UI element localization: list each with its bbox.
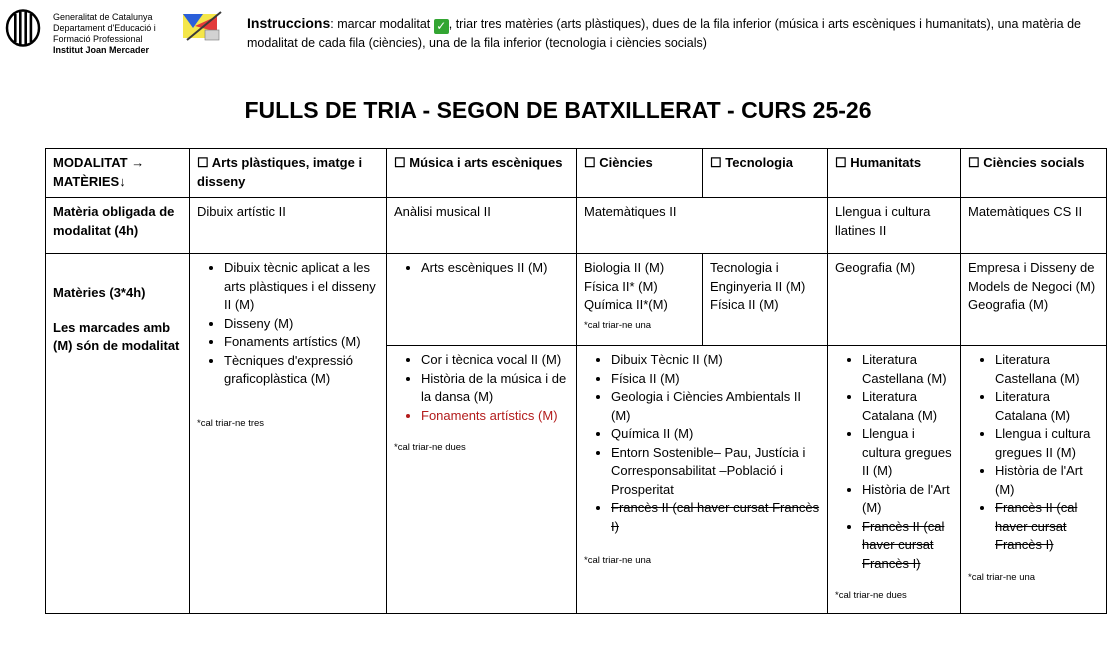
checkbox-icon[interactable]: ☐	[710, 155, 722, 170]
subject-selection-table	[45, 148, 1107, 614]
modality-label: Humanitats	[850, 155, 922, 170]
subject-option[interactable]: • Literatura Castellana (M)	[862, 351, 953, 388]
subject-option-unavailable: • Francès II (cal haver cursat Francès I)	[611, 499, 820, 536]
modality-label: Ciències socials	[983, 155, 1085, 170]
subject-option[interactable]: Física II (M)	[710, 297, 779, 312]
subject-option[interactable]: • Fonaments artístics (M)	[421, 407, 569, 426]
humanities-top-cell	[828, 254, 961, 346]
corner-subjects: MATÈRIES↓	[53, 173, 126, 189]
checkbox-icon[interactable]: ☐	[197, 155, 209, 170]
subject-option[interactable]: Química II*(M)	[584, 297, 668, 312]
checkbox-icon[interactable]: ☐	[394, 155, 406, 170]
modality-label: Ciències	[599, 155, 653, 170]
school-name: Institut Joan Mercader	[53, 45, 150, 55]
obligatory-row	[46, 198, 1107, 254]
arts-subjects-cell	[190, 254, 387, 614]
corner-modality: MODALITAT →	[53, 155, 145, 170]
humanities-bottom-cell	[828, 346, 961, 614]
subject-option[interactable]: • Dibuix tècnic aplicat a les arts plàstiques i el disseny II (M)	[224, 259, 379, 315]
choose-note: *cal triar-ne tres	[197, 417, 265, 429]
modality-label: Tecnologia	[725, 155, 793, 170]
subject-option-unavailable: • Francès II (cal haver cursat Francès I)	[862, 518, 953, 574]
obligatory-arts: Dibuix artístic II	[190, 198, 387, 254]
subject-option[interactable]: • Arts escèniques II (M)	[421, 259, 569, 278]
modality-arts[interactable]	[190, 149, 387, 198]
subject-option[interactable]: • Dibuix Tècnic II (M)	[611, 351, 820, 370]
row-label-subjects	[46, 254, 190, 614]
choose-note: *cal triar-ne dues	[835, 590, 907, 601]
sciences-top-cell	[577, 254, 703, 346]
subjects-label: Matèries (3*4h)	[53, 285, 146, 300]
modality-social-sciences[interactable]	[961, 149, 1107, 198]
subject-option[interactable]: • Història de la música i de la dansa (M)	[421, 370, 569, 407]
subject-option[interactable]: • Llengua i cultura gregues II (M)	[995, 425, 1099, 462]
subject-option[interactable]: • Entorn Sostenible– Pau, Justícia i Corresponsabilitat –Població i Prosperitat	[611, 444, 820, 500]
instructions-text: : marcar modalitat	[330, 17, 434, 31]
instructions-label: Instruccions	[247, 15, 331, 31]
check-mark-icon: ✓	[434, 19, 449, 34]
subject-option[interactable]: • Química II (M)	[611, 425, 820, 444]
modality-humanities[interactable]	[828, 149, 961, 198]
subject-option[interactable]: • Cor i tècnica vocal II (M)	[421, 351, 569, 370]
modality-label: Arts plàstiques, imatge i disseny	[197, 155, 363, 189]
obligatory-humanities: Llengua i cultura llatines II	[828, 198, 961, 254]
choose-note: *cal triar-ne una	[584, 319, 652, 331]
checkbox-icon[interactable]: ☐	[968, 155, 980, 170]
modality-header-row	[46, 149, 1107, 198]
corner-cell	[46, 149, 190, 198]
subject-option[interactable]: • Història de l'Art (M)	[995, 462, 1099, 499]
subject-option[interactable]: Tecnologia i Enginyeria II (M)	[710, 260, 806, 294]
choose-note: *cal triar-ne dues	[394, 442, 466, 453]
music-top-cell	[387, 254, 577, 346]
generalitat-logo-icon	[4, 9, 42, 47]
checkbox-icon[interactable]: ☐	[835, 155, 847, 170]
tech-top-cell	[703, 254, 828, 346]
subject-option[interactable]: • Tècniques d'expressió graficoplàstica (M)	[224, 352, 379, 389]
choose-note: *cal triar-ne una	[968, 571, 1036, 583]
row-label-obligatory: Matèria obligada de modalitat (4h)	[46, 198, 190, 254]
social-bottom-cell	[961, 346, 1107, 614]
sciences-bottom-cell	[577, 346, 828, 614]
org-line: Generalitat de Catalunya	[53, 12, 153, 22]
subject-option[interactable]: • Geologia i Ciències Ambientals II (M)	[611, 388, 820, 425]
subject-option[interactable]: Geografia (M)	[835, 260, 916, 275]
subject-option[interactable]: • Literatura Catalana (M)	[862, 388, 953, 425]
obligatory-sciences-tech: Matemàtiques II	[577, 198, 828, 254]
art-supplies-icon	[181, 10, 223, 44]
subject-option-unavailable: • Francès II (cal haver cursat Francès I)	[995, 499, 1099, 555]
subjects-note: Les marcades amb (M) són de modalitat	[53, 319, 180, 353]
subject-option[interactable]: • Física II (M)	[611, 370, 820, 389]
org-line: Formació Professional	[53, 34, 143, 44]
subject-option[interactable]: Geografia (M)	[968, 297, 1049, 312]
subject-option[interactable]: • Disseny (M)	[224, 315, 379, 334]
modality-technology[interactable]	[703, 149, 828, 198]
subject-option[interactable]: Biologia II (M)	[584, 260, 665, 275]
subjects-top-row	[46, 254, 1107, 346]
subject-option[interactable]: Empresa i Disseny de Models de Negoci (M)	[968, 260, 1096, 294]
social-top-cell	[961, 254, 1107, 346]
choose-note: *cal triar-ne una	[584, 555, 652, 566]
subject-option[interactable]: Física II* (M)	[584, 278, 658, 294]
instructions	[247, 14, 1097, 52]
subject-option[interactable]: • Literatura Castellana (M)	[995, 351, 1099, 388]
modality-music[interactable]	[387, 149, 577, 198]
subject-option[interactable]: • Literatura Catalana (M)	[995, 388, 1099, 425]
music-bottom-cell	[387, 346, 577, 614]
instructions-text: , triar tres matèries (arts plàstiques), dues de la fila inferior (música i arts escèniques i humanitats), una matèria de modalitat de cada fila (ciències), una de la fila inferior (tecnologia i ciències socials)	[247, 17, 1081, 50]
page-title: FULLS DE TRIA - SEGON DE BATXILLERAT - CURS 25-26	[244, 97, 872, 123]
subject-option[interactable]: • Història de l'Art (M)	[862, 481, 953, 518]
obligatory-music: Anàlisi musical II	[387, 198, 577, 254]
obligatory-social: Matemàtiques CS II	[961, 198, 1107, 254]
org-line: Departament d'Educació i	[53, 23, 156, 33]
subject-option[interactable]: • Fonaments artístics (M)	[224, 333, 379, 352]
subject-option[interactable]: • Llengua i cultura gregues II (M)	[862, 425, 953, 481]
modality-label: Música i arts escèniques	[409, 155, 563, 170]
checkbox-icon[interactable]: ☐	[584, 155, 596, 170]
organization-block	[53, 12, 156, 56]
modality-sciences[interactable]	[577, 149, 703, 198]
